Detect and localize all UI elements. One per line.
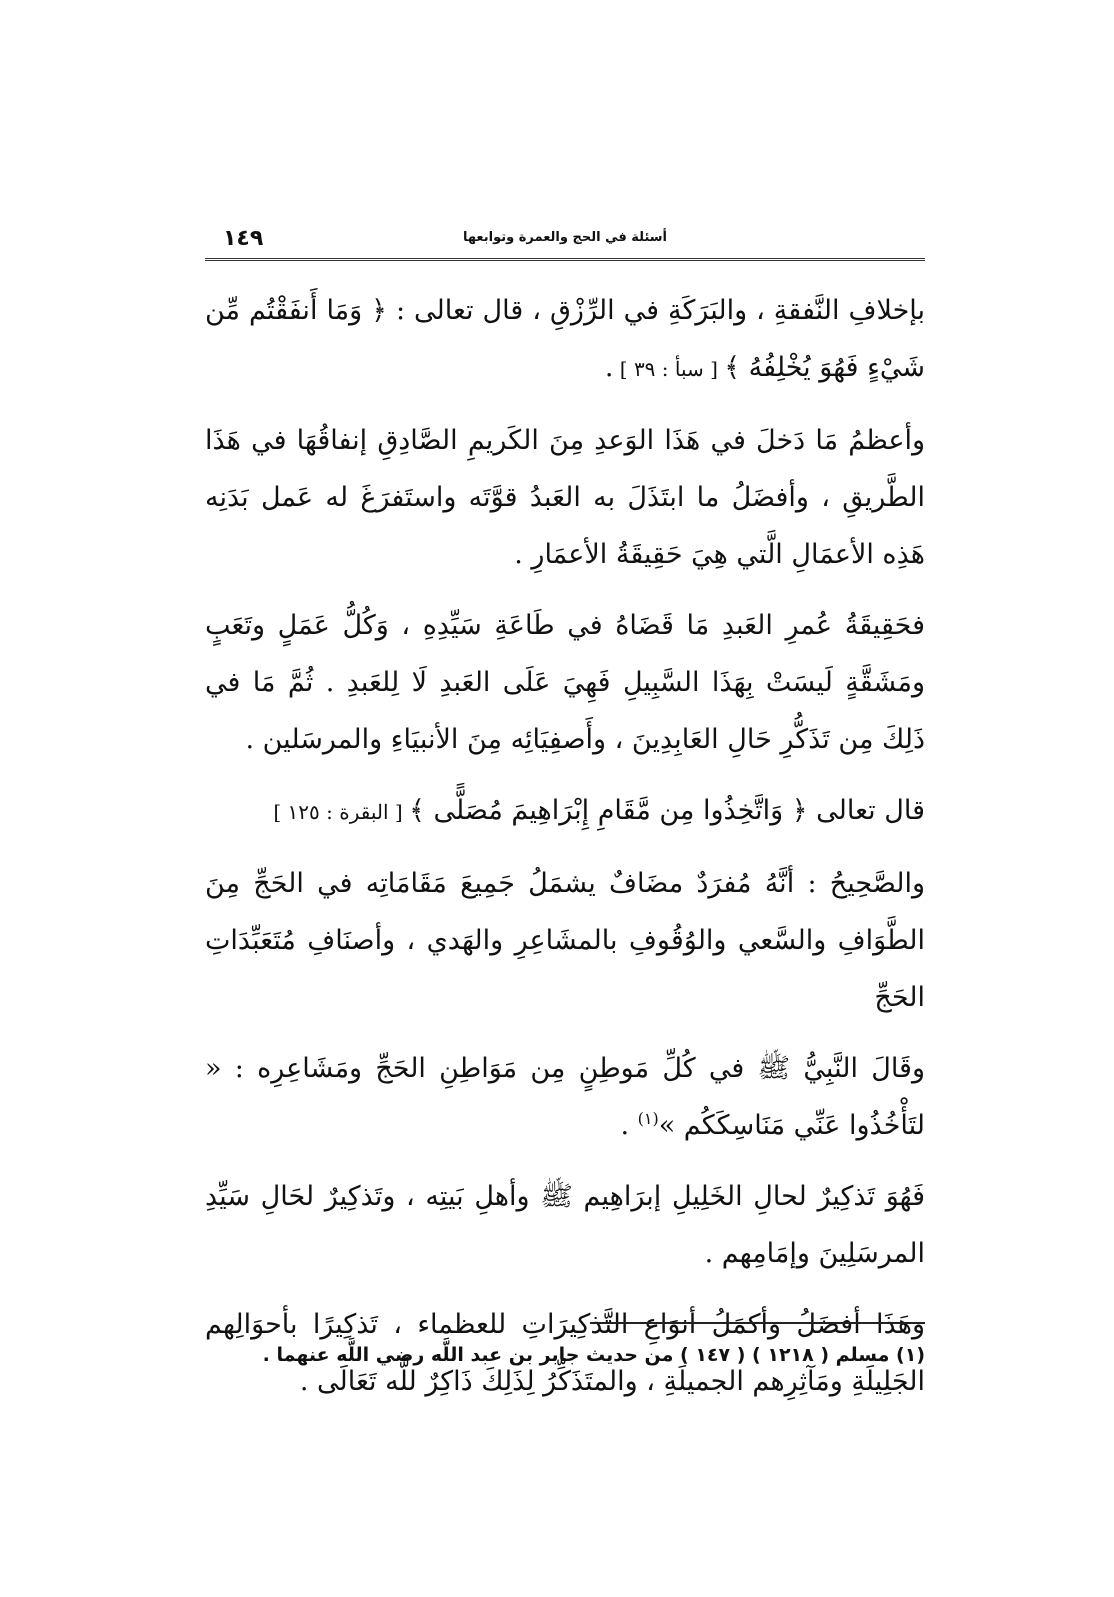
quran-verse-saba: ﴿ وَمَا أَنفَقْتُم مِّن شَيْءٍ فَهُوَ يُخْلِفُهُ ﴾ — [205, 295, 925, 383]
verse-reference-saba: [ سبأ : ٣٩ ] — [613, 357, 725, 381]
paragraph-8: وهَذَا أفضَلُ وأكمَلُ أنوَاعِ التَّذكِيرَاتِ للعظماء ، تَذكِيرًا بأحوَالِهم الجَلِيلَةِ ومَآثِرِهم الجميلَةِ ، والمتَذَكِّرُ لِذَلِكَ ذَاكِرٌ للَّه تَعَالَى . — [205, 1309, 925, 1397]
footnote-marker[interactable]: (١) — [637, 1109, 659, 1128]
quran-verse-baqara: ﴿ وَاتَّخِذُوا مِن مَّقَامِ إِبْرَاهِيمَ مُصَلًّى ﴾ — [409, 795, 808, 826]
body-text — [205, 282, 925, 1424]
running-title: أسئلة في الحج والعمرة وتوابعها — [462, 230, 668, 245]
page-number: ١٤٩ — [223, 226, 264, 251]
paragraph-4 — [205, 782, 925, 841]
paragraph-3: فحَقِيقَةُ عُمرِ العَبدِ مَا قَضَاهُ في طَاعَةِ سَيِّدِهِ ، وَكُلُّ عَمَلٍ وتَعَبٍ ومَشَقَّةٍ لَيسَتْ بِهَذَا السَّبِيلِ فَهِيَ عَلَى العَبدِ لَا لِلعَبدِ . ثُمَّ مَا في ذَلِكَ مِن تَذَكُّرِ حَالِ العَابِدِينَ ، وأَصفِيَائِه مِنَ الأنبيَاءِ والمرسَلين . — [205, 610, 925, 755]
verse-reference-baqara: [ البقرة : ١٢٥ ] — [273, 800, 410, 824]
paragraph-2: وأعظمُ مَا دَخلَ في هَذَا الوَعدِ مِنَ الكَريمِ الصَّادِقِ إنفاقُهَا في هَذَا الطَّريقِ ، وأفضَلُ ما ابتَذَلَ به العَبدُ قوَّتَه واستَفرَغَ له عَمل بَدَنِه هَذِه الأعمَالِ الَّتي هِيَ حَقِيقَةُ الأعمَارِ . — [205, 425, 925, 570]
footnote-separator — [590, 1322, 925, 1324]
footnote: (١) مسلم ( ١٢١٨ ) ( ١٤٧ ) من حديث جابر بن عبد اللَّه رضي اللَّه عنهما . — [262, 1344, 925, 1366]
paragraph-1-text: بإخلافِ النَّفقةِ ، والبَرَكَةِ في الرِّزْقِ ، قال تعالى : — [386, 295, 925, 326]
paragraph-1-end: . — [604, 352, 614, 383]
paragraph-1 — [205, 282, 925, 398]
paragraph-7: فَهُوَ تَذكِيرٌ لحالِ الخَلِيلِ إبرَاهِيم ﷺ وأهلِ بَيتِه ، وتَذكِيرٌ لحَالِ سَيِّدِ المرسَلِينَ وإمَامِهم . — [205, 1181, 925, 1269]
paragraph-4-text: قال تعالى — [807, 795, 925, 826]
paragraph-5: والصَّحِيحُ : أنَّهُ مُفرَدٌ مضَافٌ يشمَلُ جَمِيعَ مَقَامَاتِه في الحَجِّ مِنَ الطَّوَافِ والسَّعي والوُقُوفِ بالمشَاعِرِ والهَدي ، وأصنَافِ مُتَعَبِّدَاتِ الحَجِّ — [205, 868, 925, 1013]
paragraph-6 — [205, 1040, 925, 1154]
page-header — [205, 224, 925, 261]
paragraph-6-text: وقَالَ النَّبِيُّ ﷺ في كُلِّ مَوطِنٍ مِن مَوَاطِنِ الحَجِّ ومَشَاعِرِه : « لتَأْخُذُوا عَنِّي مَنَاسِكَكُم » — [205, 1053, 925, 1141]
paragraph-6-end: . — [620, 1110, 638, 1141]
